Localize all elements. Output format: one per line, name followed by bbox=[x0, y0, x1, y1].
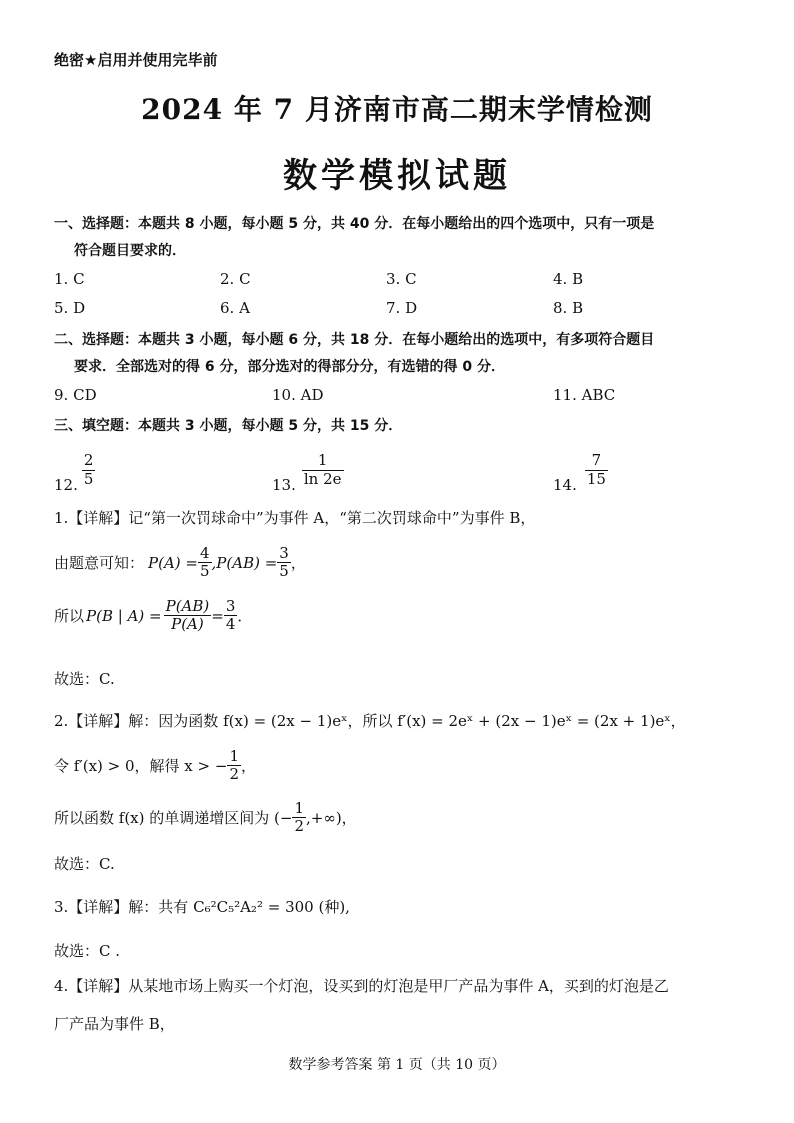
page-title: 2024 年 7 月济南市高二期末学情检测 bbox=[141, 93, 653, 126]
page-subtitle: 数学模拟试题 bbox=[283, 156, 511, 196]
answer-item: 5. D bbox=[54, 299, 86, 317]
answer-item: 1. C bbox=[54, 270, 85, 288]
detail-3-line-1: 3.【详解】解：共有 C₆²C₅²A₂² = 300 (种), bbox=[54, 898, 350, 916]
section-1-heading-cont: 符合题目要求的． bbox=[74, 243, 186, 259]
fill-answer-14: 14. $\frac{7}{15}$ bbox=[553, 451, 606, 494]
answer-item: 4. B bbox=[553, 270, 584, 288]
section-2-heading-cont: 要求．全部选对的得 6 分，部分选对的得部分分，有选错的得 0 分． bbox=[74, 359, 505, 375]
detail-1-line-2: 由题意可知： P(A) = $\frac{4}{5}$ ,P(AB) = $\frac{3}{5}$ ， bbox=[54, 544, 306, 581]
detail-3-choice: 故选：C . bbox=[54, 942, 121, 960]
detail-4-line-2: 厂产品为事件 B， bbox=[54, 1015, 175, 1033]
detail-1-line-3: 所以 P(B | A) = $\frac{P(AB)}{P(A)}$ = $\frac{3}{4}$ ． bbox=[54, 597, 253, 634]
confidential-label: 绝密★启用并使用完毕前 bbox=[54, 51, 218, 69]
fill-answer-12: 12. $\frac{2}{5}$ bbox=[54, 451, 94, 494]
detail-1-choice: 故选：C. bbox=[54, 670, 115, 688]
answer-item: 2. C bbox=[220, 270, 251, 288]
answer-item: 11. ABC bbox=[553, 386, 616, 404]
detail-1-line-1: 1.【详解】记“第一次罚球命中”为事件 A，“第二次罚球命中”为事件 B， bbox=[54, 509, 536, 527]
fill-answer-13: 13. $\frac{1}{\ln 2e}$ bbox=[272, 451, 342, 494]
answer-item: 7. D bbox=[386, 299, 418, 317]
detail-2-line-1: 2.【详解】解：因为函数 f(x) = (2x − 1)eˣ，所以 f′(x) = 2eˣ + (2x − 1)eˣ = (2x + 1)eˣ， bbox=[54, 712, 686, 730]
answer-item: 8. B bbox=[553, 299, 584, 317]
detail-2-line-3: 所以函数 f(x) 的单调递增区间为 (− $\frac{1}{2}$ ,+∞)， bbox=[54, 799, 357, 836]
detail-2-choice: 故选：C. bbox=[54, 855, 115, 873]
section-2-heading: 二、选择题：本题共 3 小题，每小题 6 分，共 18 分．在每小题给出的选项中，有多项符合题目 bbox=[54, 332, 655, 348]
answer-item: 10. AD bbox=[272, 386, 324, 404]
answer-item: 6. A bbox=[220, 299, 250, 317]
answer-item: 9. CD bbox=[54, 386, 97, 404]
section-3-heading: 三、填空题：本题共 3 小题，每小题 5 分，共 15 分． bbox=[54, 418, 403, 434]
page-footer: 数学参考答案 第 1 页（共 10 页） bbox=[288, 1057, 506, 1073]
section-1-heading: 一、选择题：本题共 8 小题，每小题 5 分，共 40 分．在每小题给出的四个选项中，只有一项是 bbox=[54, 216, 655, 232]
answer-item: 3. C bbox=[386, 270, 417, 288]
detail-2-line-2: 令 f′(x) > 0，解得 x > − $\frac{1}{2}$ ， bbox=[54, 747, 257, 784]
detail-4-line-1: 4.【详解】从某地市场上购买一个灯泡，设买到的灯泡是甲厂产品为事件 A，买到的灯泡是乙 bbox=[54, 977, 669, 995]
